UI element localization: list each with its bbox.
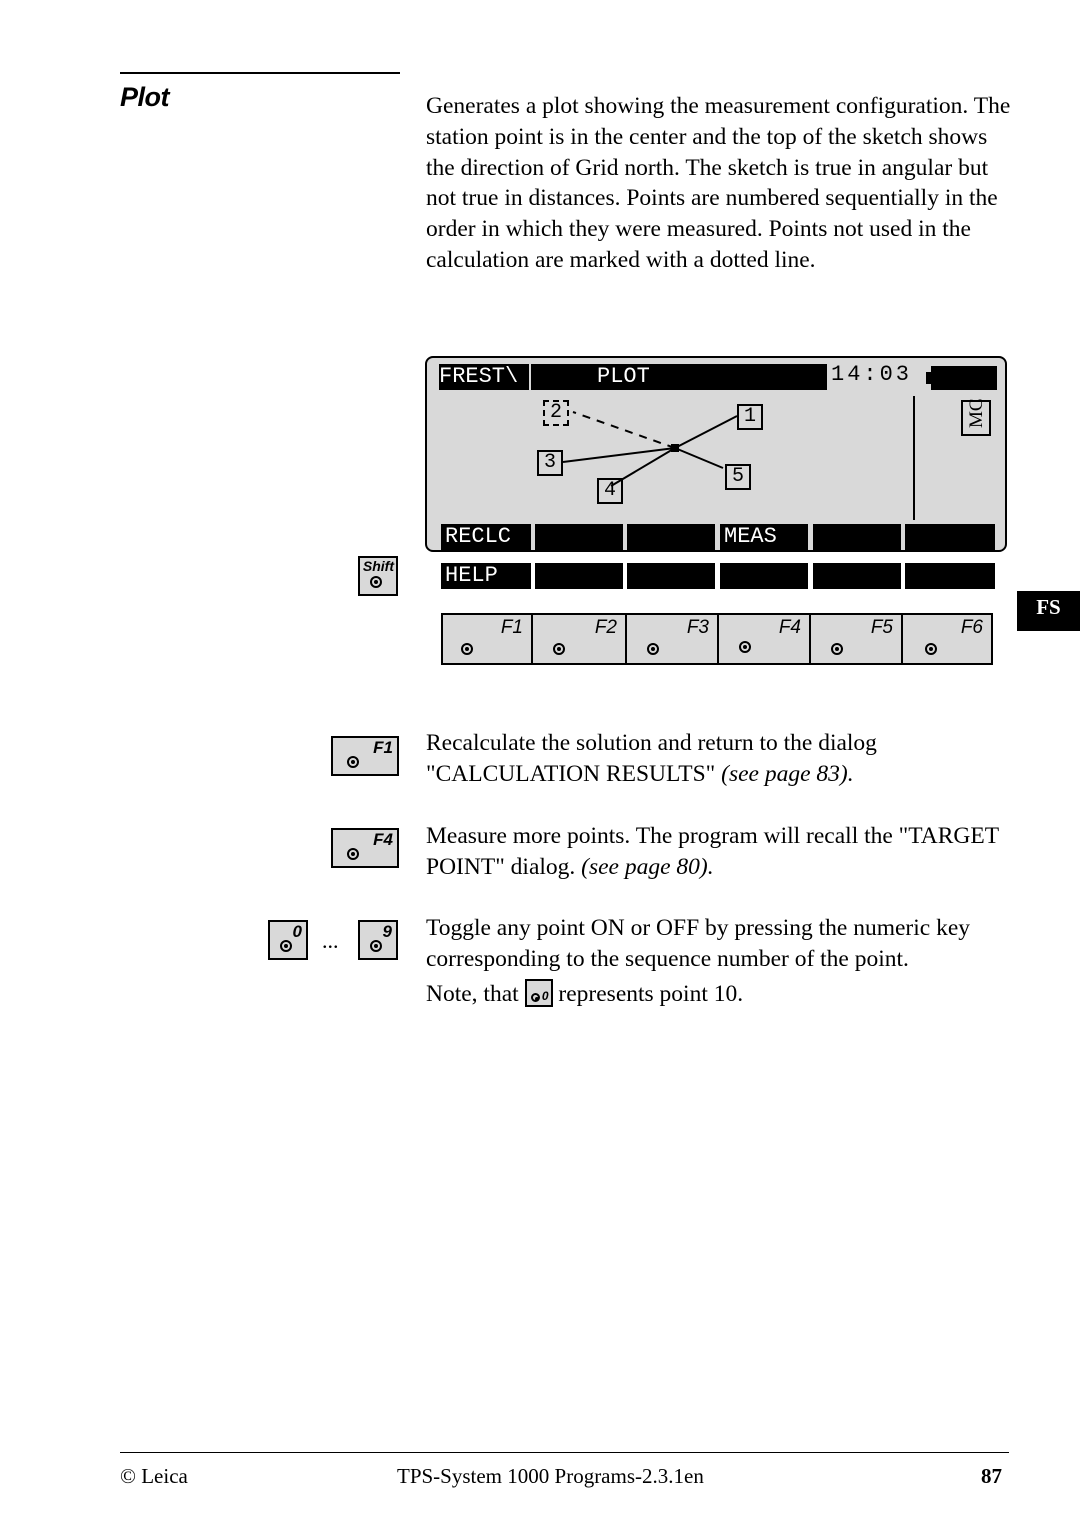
key-dot-icon xyxy=(925,643,937,655)
key-dot-icon xyxy=(461,643,473,655)
plot-point-1: 1 xyxy=(737,404,763,430)
display-title: PLOT xyxy=(531,364,827,390)
softkey-help[interactable]: HELP xyxy=(441,563,531,589)
ray-point-5 xyxy=(675,448,723,468)
section-rule xyxy=(120,72,400,74)
f4-key[interactable]: F4 xyxy=(719,615,811,663)
key-dot-icon xyxy=(347,848,359,860)
key-dot-icon xyxy=(280,940,292,952)
softkey2-empty-4[interactable] xyxy=(720,563,808,589)
softkey-empty-2[interactable] xyxy=(535,524,623,550)
section-tab-fs: FS xyxy=(1017,591,1080,631)
softkey-empty-5[interactable] xyxy=(813,524,901,550)
f1-side-key[interactable]: F1 xyxy=(331,736,399,776)
softkey-empty-3[interactable] xyxy=(627,524,715,550)
f1-key[interactable]: F1 xyxy=(443,615,533,663)
f6-key[interactable]: F6 xyxy=(903,615,991,663)
shift-key[interactable]: Shift xyxy=(358,556,398,596)
f5-key[interactable]: F5 xyxy=(811,615,903,663)
key-range-ellipsis: ... xyxy=(322,928,339,953)
softkey-meas[interactable]: MEAS xyxy=(720,524,808,550)
toggle-description: Toggle any point ON or OFF by pressing the numeric key corresponding to the sequence number of the point. xyxy=(426,915,970,972)
note-line: Note, that 0 represents point 10. xyxy=(426,981,744,1007)
f4-side-key[interactable]: F4 xyxy=(331,828,399,868)
f4-description: Measure more points. The program will recall the "TARGET POINT" dialog. (see page 80). xyxy=(426,823,999,880)
plot-point-2: 2 xyxy=(543,400,569,426)
f3-key[interactable]: F3 xyxy=(627,615,719,663)
footer-document-title: TPS-System 1000 Programs-2.3.1en xyxy=(397,1464,704,1488)
instrument-display xyxy=(425,356,1007,552)
ray-point-2 xyxy=(573,412,675,448)
station-point-icon xyxy=(671,444,679,452)
key-dot-icon xyxy=(831,643,843,655)
key-9[interactable]: 9 xyxy=(358,920,398,960)
section-title: Plot xyxy=(120,82,169,112)
display-clock: 14:03 xyxy=(831,362,913,387)
key-dot-icon xyxy=(370,576,382,588)
plot-sketch xyxy=(427,358,1005,550)
f2-key[interactable]: F2 xyxy=(533,615,627,663)
display-title-left: FREST\ xyxy=(439,364,529,390)
page-number: 87 xyxy=(981,1464,1002,1488)
softkey2-empty-5[interactable] xyxy=(813,563,901,589)
footer-copyright: © Leica xyxy=(120,1464,188,1488)
key-dot-icon xyxy=(553,643,565,655)
ray-point-1 xyxy=(675,416,737,448)
softkey-row-1 xyxy=(441,524,997,550)
softkey-row-2 xyxy=(441,563,997,589)
key-dot-icon xyxy=(739,641,751,653)
plot-point-3: 3 xyxy=(537,450,563,476)
plot-point-5: 5 xyxy=(725,464,751,490)
key-dot-icon xyxy=(347,756,359,768)
footer-rule xyxy=(120,1452,1009,1453)
ray-point-3 xyxy=(563,448,675,462)
intro-paragraph: Generates a plot showing the measurement configuration. The station point is in the center and the top of the sketch shows the direction of Grid north. The sketch is true in angular but not true in distances. Points are numbered sequentially in the order in which they were measured. Points not used in the calculation are marked with a dotted line. xyxy=(426,93,1011,273)
softkey2-empty-2[interactable] xyxy=(535,563,623,589)
softkey2-empty-6[interactable] xyxy=(905,563,995,589)
key-dot-icon xyxy=(647,643,659,655)
key-0[interactable]: 0 xyxy=(268,920,308,960)
f1-description: Recalculate the solution and return to the dialog "CALCULATION RESULTS" (see page 83). xyxy=(426,730,877,787)
softkey-reclc[interactable]: RECLC xyxy=(441,524,531,550)
softkey-empty-6[interactable] xyxy=(905,524,995,550)
key-dot-icon xyxy=(370,940,382,952)
mode-indicator: MC xyxy=(961,400,991,436)
inline-key-0-icon: 0 xyxy=(525,979,553,1007)
softkey2-empty-3[interactable] xyxy=(627,563,715,589)
function-key-panel xyxy=(441,613,993,665)
plot-point-4: 4 xyxy=(597,478,623,504)
